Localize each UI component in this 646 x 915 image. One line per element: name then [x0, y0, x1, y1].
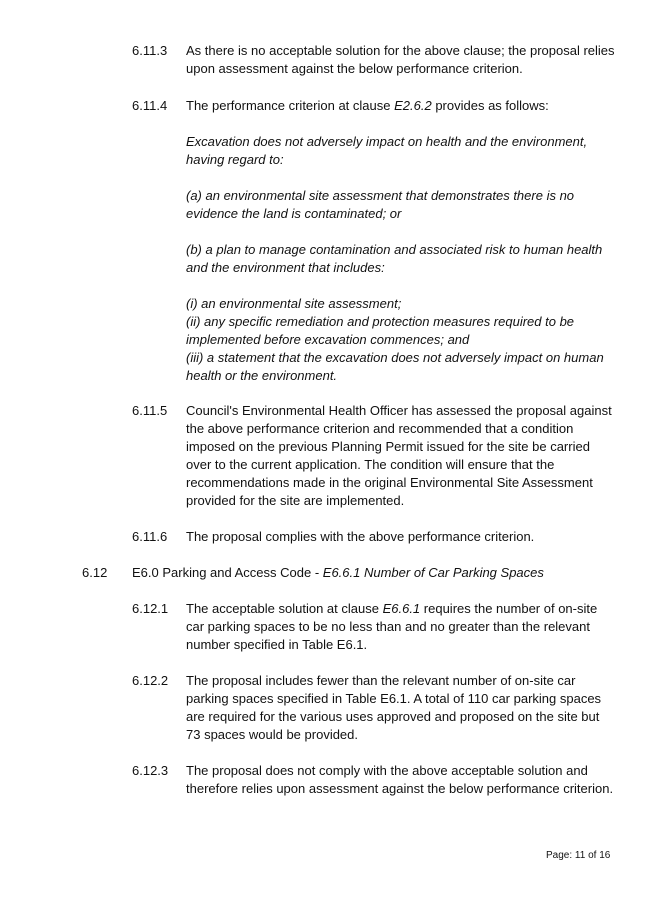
- clause-number-6-12-3: 6.12.3: [132, 763, 169, 778]
- page-number: Page: 11 of 16: [546, 850, 611, 861]
- quote-lead: Excavation does not adversely impact on health and the environment, having regard to:: [186, 134, 588, 167]
- clause-text-6-11-3: As there is no acceptable solution for the above clause; the proposal relies upon assessment against the below performance criterion.: [186, 43, 615, 76]
- clause-number-6-11-6: 6.11.6: [132, 529, 168, 544]
- section-number-6-12: 6.12: [82, 565, 108, 580]
- clause-intro: The performance criterion at clause: [186, 98, 395, 113]
- clause-text-b: requires the number of on-site car parking spaces to be no less than and no greater than the relevant number specified in Table E6.1.: [186, 601, 598, 652]
- section-title-reference: E6.6.1 Number of Car Parking Spaces: [322, 565, 544, 580]
- clause-number-6-11-4: 6.11.4: [132, 98, 168, 113]
- clause-text-6-12-1: [186, 600, 616, 654]
- quote-item-i: (i) an environmental site assessment;: [186, 296, 402, 311]
- clause-intro-end: provides as follows:: [431, 98, 549, 113]
- quote-item-b: (b) a plan to manage contamination and associated risk to human health and the environment that includes:: [186, 242, 603, 275]
- clause-text-6-11-5: Council's Environmental Health Officer has assessed the proposal against the above performance criterion and recommended that a condition imposed on the previous Planning Permit issued for the site be carried over to the current application. The condition will ensure that the recommendations made in the original Environmental Site Assessment provided for the site are implemented.: [186, 403, 612, 508]
- clause-text-6-11-6: The proposal complies with the above performance criterion.: [186, 529, 535, 544]
- clause-text-6-12-2: The proposal includes fewer than the relevant number of on-site car parking spaces specified in Table E6.1. A total of 110 car parking spaces are required for the various uses approved and proposed on the site but 73 spaces would be provided.: [186, 673, 602, 742]
- clause-text-6-11-4: [186, 97, 616, 115]
- quote-subitems: [186, 295, 616, 385]
- clause-reference: E6.6.1: [382, 601, 421, 616]
- clause-text-a: The acceptable solution at clause: [186, 601, 383, 616]
- quote-item-iii: (iii) a statement that the excavation does not adversely impact on human health or the environment.: [186, 350, 604, 383]
- clause-number-6-11-5: 6.11.5: [132, 403, 168, 418]
- clause-text-6-12-3: The proposal does not comply with the above acceptable solution and therefore relies upon assessment against the below performance criterion.: [186, 763, 614, 796]
- clause-number-6-12-2: 6.12.2: [132, 673, 169, 688]
- clause-reference: E2.6.2: [394, 98, 432, 113]
- clause-number-6-12-1: 6.12.1: [132, 601, 169, 616]
- quote-item-a: (a) an environmental site assessment that demonstrates there is no evidence the land is contaminated; or: [186, 188, 575, 221]
- section-title: E6.0 Parking and Access Code -: [132, 565, 323, 580]
- section-title-6-12: [132, 564, 612, 582]
- clause-number-6-11-3: 6.11.3: [132, 43, 168, 58]
- quote-item-ii: (ii) any specific remediation and protection measures required to be implemented before excavation commences; and: [186, 314, 575, 347]
